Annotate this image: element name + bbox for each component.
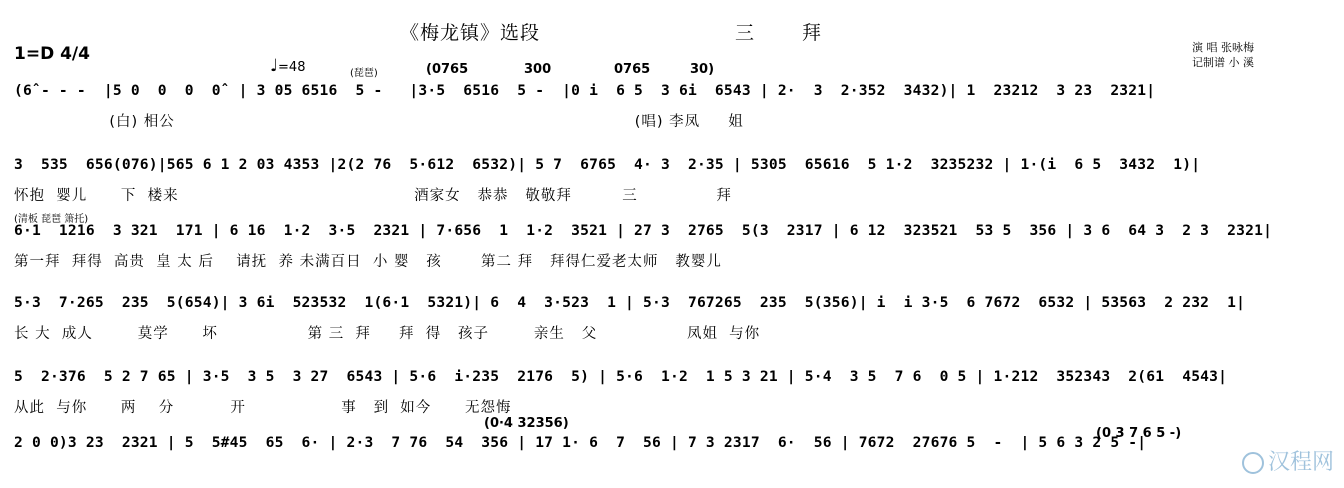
- notation-row: 5·3 7·265 235 5(654)| 3 6i 523532 1(6·1 5321)| 6 4 3·523 1 | 5·3 767265 235 5(356)| i i 3·5 6 7672 6532 | 53563 2 232 1|: [14, 294, 1246, 311]
- credit-transcriber: 记制谱 小 溪: [1192, 56, 1254, 69]
- notation-row: (6̂ - - - |5 0 0 0 0̂ | 3 05 6516 5 - |3·5 6516 5 - |0 i 6 5 3 6i 6543 | 2· 3 2·352 3432)| 1 23212 3 23 2321|: [14, 82, 1156, 99]
- piece-subtitle: 三拜: [735, 22, 870, 44]
- score-line-1: [14, 62, 1336, 136]
- score-line-5: [14, 348, 1336, 422]
- tempo-value: =48: [278, 60, 306, 75]
- score-line-2: [14, 136, 1336, 210]
- notation-row: 2 0 0)3 23 2321 | 5 5#45 65 6· | 2·3 7 76 54 356 | 17 1· 6 7 56 | 7 3 2317 6· 56 | 7672 27676 5 - | 5 6 3 2 5 -|: [14, 434, 1147, 451]
- notation-row: 3 535 656(076)|565 6 1 2 03 4353 |2(2 76 5·612 6532)| 5 7 6765 4· 3 2·35 | 5305 65616 5 1·2 3235232 | 1·(i 6 5 3432 1)|: [14, 156, 1201, 173]
- logo-icon: [1242, 452, 1264, 474]
- intro-figure: (0765: [426, 62, 469, 77]
- instrument-note: (清板 琵琶 箫托): [14, 214, 89, 225]
- intro-figure-2: 300: [524, 62, 552, 77]
- credit-singer: 演 唱 张咏梅: [1192, 41, 1254, 54]
- interlude-figure: (0·4 32356): [484, 416, 569, 431]
- score-line-4: [14, 274, 1336, 348]
- instrument-note: (琵琶): [350, 68, 378, 79]
- notation-row: 6·1 1216 3 321 171 | 6 16 1·2 3·5 2321 | 7·656 1 1·2 3521 | 27 3 2765 5(3 2317 | 6 12 323521 53 5 356 | 3 6 64 3 2 3 2321|: [14, 222, 1273, 239]
- watermark-text: 汉程网: [1267, 450, 1334, 475]
- key-signature: 1=D 4/4: [14, 44, 90, 64]
- notation-row: 5 2·376 5 2 7 65 | 3·5 3 5 3 27 6543 | 5·6 i·235 2176 5) | 5·6 1·2 1 5 3 21 | 5·4 3 5 7 6 0 5 | 1·212 352343 2(61 4543|: [14, 368, 1228, 385]
- lyrics-row: (白) 相公 (唱) 李凤 姐: [14, 114, 744, 130]
- score-line-3: [14, 202, 1336, 276]
- piece-title: 《梅龙镇》选段: [400, 22, 541, 44]
- interlude-figure-2: (0 3 7 6 5 -): [1096, 426, 1182, 441]
- intro-figure-4: 30): [690, 62, 715, 77]
- lyrics-row: 从此 与你 两 分 开 事 到 如今 无怨悔: [14, 400, 512, 416]
- watermark: [1242, 445, 1334, 476]
- lyrics-row: 怀抱 婴儿 下 楼来 酒家女 恭恭 敬敬拜 三 拜: [14, 188, 732, 204]
- lyrics-row: 第一拜 拜得 高贵 皇 太 后 请抚 养 未满百日 小 婴 孩 第二 拜 拜得仁爱老太师 教婴儿: [14, 254, 722, 270]
- lyrics-row: 长 大 成人 莫学 坏 第 三 拜 拜 得 孩子 亲生 父 凤姐 与你: [14, 326, 761, 342]
- score-line-6: [14, 414, 1336, 488]
- quarter-note-icon: ♩: [270, 56, 279, 76]
- intro-figure-3: 0765: [614, 62, 651, 77]
